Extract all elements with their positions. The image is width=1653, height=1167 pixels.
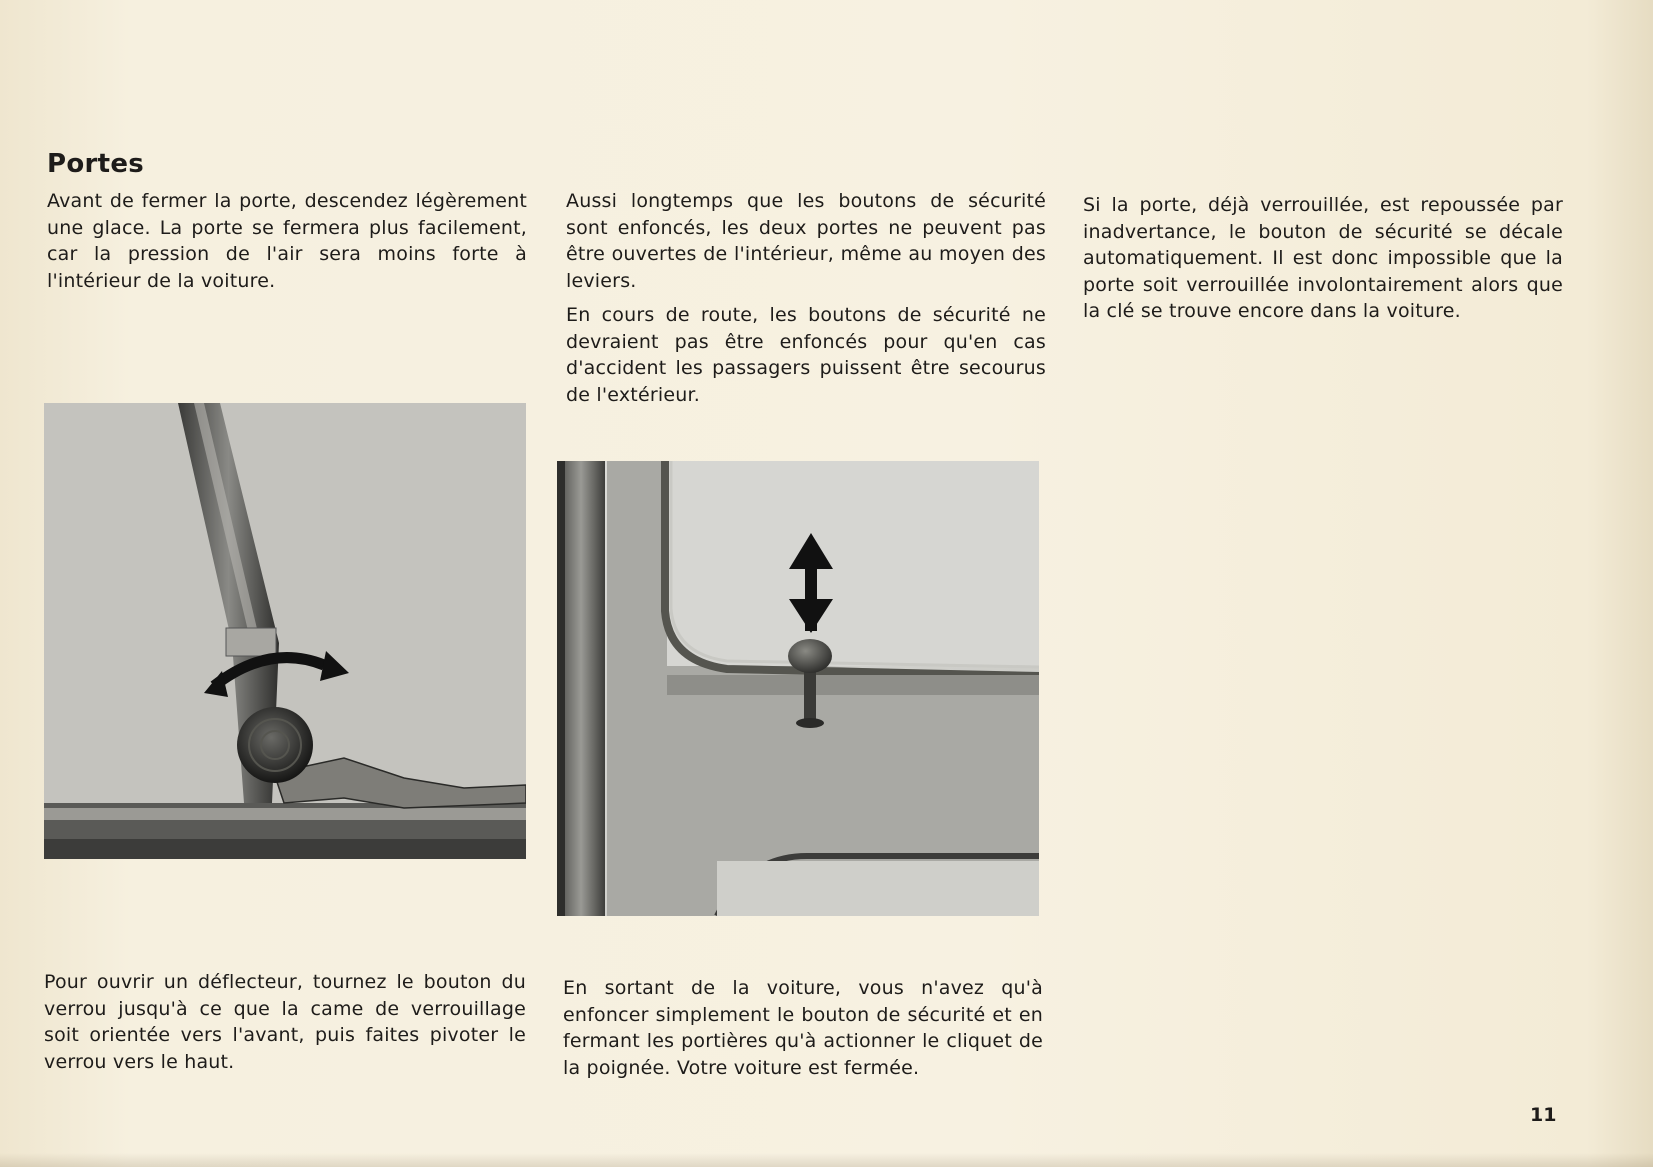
safety-button-photo: [557, 461, 1039, 916]
paragraph-leaving-car: En sortant de la voiture, vous n'avez qu'à enfoncer simplement le bouton de sécurité et en fermant les portières qu'à actionner le cliquet de la poignée. Votre voiture est fermée.: [563, 977, 1043, 1079]
paragraph-while-driving: En cours de route, les boutons de sécurité ne devraient pas être enfoncés pour qu'en cas d'accident les passagers puissent être secourus de l'extérieur.: [566, 304, 1046, 406]
page-number: 11: [1530, 1104, 1557, 1126]
paragraph-already-locked: Si la porte, déjà verrouillée, est repoussée par inadvertance, le bouton de sécurité se décale automatiquement. Il est donc impossible que la porte soit verrouillée involontairement alors que la clé se trouve encore dans la voiture.: [1083, 194, 1563, 322]
vent-window-lock-photo: [44, 403, 526, 859]
paragraph-close-door: Avant de fermer la porte, descendez légèrement une glace. La porte se fermera plus facilement, car la pression de l'air sera moins forte à l'intérieur de la voiture.: [47, 190, 527, 292]
paragraph-safety-buttons: Aussi longtemps que les boutons de sécurité sont enfoncés, les deux portes ne peuvent pas être ouvertes de l'intérieur, même au moyen des leviers.: [566, 190, 1046, 292]
paragraph-vent-window: Pour ouvrir un déflecteur, tournez le bouton du verrou jusqu'à ce que la came de verrouillage soit orientée vers l'avant, puis faites pivoter le verrou vers le haut.: [44, 971, 526, 1073]
section-heading: Portes: [47, 149, 145, 180]
page-edge-shadow: [0, 1153, 1653, 1167]
